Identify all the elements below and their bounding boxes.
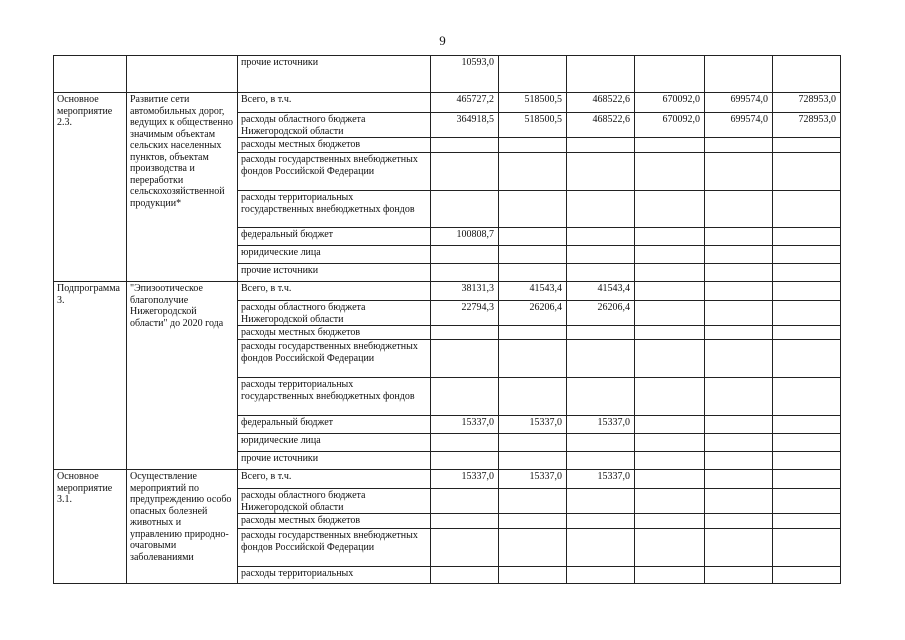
amount-cell	[431, 529, 499, 567]
funding-source-cell: Всего, в т.ч.	[238, 470, 431, 489]
funding-source-cell: юридические лица	[238, 434, 431, 452]
table-row	[54, 282, 841, 301]
funding-source-cell: расходы областного бюджета Нижегородской области	[238, 489, 431, 514]
amount-cell	[635, 489, 705, 514]
amount-cell	[635, 567, 705, 584]
funding-source-cell: расходы государственных внебюджетных фондов Российской Федерации	[238, 340, 431, 378]
amount-cell	[635, 191, 705, 228]
amount-cell	[499, 246, 567, 264]
amount-cell	[705, 246, 773, 264]
funding-source-cell: Всего, в т.ч.	[238, 282, 431, 301]
amount-cell: 728953,0	[773, 113, 841, 138]
amount-cell	[431, 489, 499, 514]
amount-cell: 699574,0	[705, 93, 773, 113]
funding-source-cell: расходы местных бюджетов	[238, 514, 431, 529]
amount-cell	[705, 191, 773, 228]
amount-cell	[635, 282, 705, 301]
funding-source-cell: федеральный бюджет	[238, 416, 431, 434]
amount-cell: 26206,4	[567, 301, 635, 326]
amount-cell	[773, 514, 841, 529]
amount-cell: 100808,7	[431, 228, 499, 246]
funding-source-cell: расходы территориальных государственных внебюджетных фондов	[238, 191, 431, 228]
amount-cell	[773, 264, 841, 282]
amount-cell	[567, 514, 635, 529]
amount-cell	[431, 326, 499, 340]
amount-cell	[773, 452, 841, 470]
funding-source-cell: прочие источники	[238, 264, 431, 282]
amount-cell	[705, 228, 773, 246]
amount-cell	[705, 153, 773, 191]
amount-cell	[499, 264, 567, 282]
table-row	[54, 56, 841, 93]
amount-cell	[635, 452, 705, 470]
amount-cell	[499, 489, 567, 514]
amount-cell	[635, 529, 705, 567]
amount-cell: 15337,0	[567, 416, 635, 434]
page-number: 9	[439, 33, 446, 48]
amount-cell: 465727,2	[431, 93, 499, 113]
funding-source-cell: расходы территориальных государственных внебюджетных фондов	[238, 378, 431, 416]
amount-cell	[773, 489, 841, 514]
amount-cell: 41543,4	[567, 282, 635, 301]
amount-cell	[431, 567, 499, 584]
amount-cell	[705, 434, 773, 452]
amount-cell	[705, 340, 773, 378]
amount-cell	[431, 340, 499, 378]
amount-cell	[773, 56, 841, 93]
amount-cell	[567, 529, 635, 567]
program-level-cell: Основное мероприятие 3.1.	[54, 470, 127, 584]
amount-cell	[705, 567, 773, 584]
amount-cell	[567, 246, 635, 264]
program-name-cell: "Эпизоотическое благополучие Нижегородской области" до 2020 года	[127, 282, 238, 470]
amount-cell	[635, 301, 705, 326]
amount-cell: 670092,0	[635, 93, 705, 113]
amount-cell	[499, 434, 567, 452]
amount-cell: 41543,4	[499, 282, 567, 301]
amount-cell	[567, 378, 635, 416]
program-level-cell: Подпрограмма 3.	[54, 282, 127, 470]
amount-cell: 22794,3	[431, 301, 499, 326]
amount-cell	[499, 56, 567, 93]
program-name-cell: Развитие сети автомобильных дорог, ведущих к общественно значимым объектам сельских населенных пунктов, объектам производства и переработки сельскохозяйственной продукции*	[127, 93, 238, 282]
funding-source-cell: расходы местных бюджетов	[238, 138, 431, 153]
amount-cell	[773, 153, 841, 191]
amount-cell	[499, 153, 567, 191]
funding-source-cell: Всего, в т.ч.	[238, 93, 431, 113]
amount-cell	[431, 452, 499, 470]
amount-cell	[635, 264, 705, 282]
amount-cell: 38131,3	[431, 282, 499, 301]
amount-cell: 728953,0	[773, 93, 841, 113]
funding-source-cell: расходы государственных внебюджетных фондов Российской Федерации	[238, 153, 431, 191]
amount-cell: 15337,0	[499, 416, 567, 434]
amount-cell: 15337,0	[431, 416, 499, 434]
amount-cell: 15337,0	[567, 470, 635, 489]
amount-cell	[773, 138, 841, 153]
program-level-cell: Основное мероприятие 2.3.	[54, 93, 127, 282]
amount-cell	[705, 529, 773, 567]
amount-cell	[567, 153, 635, 191]
amount-cell	[635, 228, 705, 246]
amount-cell	[499, 514, 567, 529]
amount-cell	[567, 434, 635, 452]
amount-cell: 670092,0	[635, 113, 705, 138]
amount-cell	[635, 138, 705, 153]
amount-cell	[635, 514, 705, 529]
amount-cell	[431, 514, 499, 529]
amount-cell	[773, 301, 841, 326]
amount-cell	[567, 191, 635, 228]
amount-cell	[499, 191, 567, 228]
amount-cell	[567, 452, 635, 470]
amount-cell	[499, 340, 567, 378]
amount-cell	[705, 514, 773, 529]
amount-cell: 364918,5	[431, 113, 499, 138]
funding-source-cell: расходы местных бюджетов	[238, 326, 431, 340]
amount-cell	[499, 378, 567, 416]
amount-cell	[567, 138, 635, 153]
funding-source-cell: федеральный бюджет	[238, 228, 431, 246]
amount-cell: 468522,6	[567, 113, 635, 138]
program-name-cell	[127, 56, 238, 93]
amount-cell	[567, 489, 635, 514]
table-row	[54, 470, 841, 489]
amount-cell	[499, 138, 567, 153]
amount-cell	[635, 340, 705, 378]
amount-cell	[705, 301, 773, 326]
amount-cell: 26206,4	[499, 301, 567, 326]
amount-cell	[773, 191, 841, 228]
amount-cell	[635, 153, 705, 191]
amount-cell	[431, 138, 499, 153]
amount-cell	[773, 434, 841, 452]
amount-cell	[635, 326, 705, 340]
amount-cell: 15337,0	[431, 470, 499, 489]
amount-cell	[635, 470, 705, 489]
amount-cell	[705, 326, 773, 340]
amount-cell	[773, 282, 841, 301]
amount-cell	[773, 246, 841, 264]
funding-source-cell: расходы областного бюджета Нижегородской области	[238, 301, 431, 326]
amount-cell	[431, 378, 499, 416]
program-name-cell: Осуществление мероприятий по предупреждению особо опасных болезней животных и управлению природно-очаговыми заболеваниями	[127, 470, 238, 584]
amount-cell: 15337,0	[499, 470, 567, 489]
amount-cell	[567, 264, 635, 282]
amount-cell	[705, 470, 773, 489]
amount-cell	[567, 326, 635, 340]
funding-source-cell: расходы областного бюджета Нижегородской области	[238, 113, 431, 138]
amount-cell	[773, 416, 841, 434]
amount-cell	[567, 228, 635, 246]
amount-cell	[773, 529, 841, 567]
amount-cell	[499, 529, 567, 567]
amount-cell: 518500,5	[499, 113, 567, 138]
amount-cell	[567, 567, 635, 584]
amount-cell: 10593,0	[431, 56, 499, 93]
program-level-cell	[54, 56, 127, 93]
amount-cell	[773, 470, 841, 489]
amount-cell	[635, 246, 705, 264]
amount-cell	[499, 228, 567, 246]
amount-cell	[773, 340, 841, 378]
amount-cell	[705, 282, 773, 301]
funding-source-cell: прочие источники	[238, 452, 431, 470]
budget-table	[53, 55, 841, 584]
amount-cell	[431, 434, 499, 452]
amount-cell	[705, 56, 773, 93]
amount-cell	[705, 378, 773, 416]
amount-cell	[499, 326, 567, 340]
funding-source-cell: расходы территориальных	[238, 567, 431, 584]
amount-cell	[431, 153, 499, 191]
amount-cell	[705, 264, 773, 282]
amount-cell	[635, 56, 705, 93]
amount-cell	[705, 416, 773, 434]
amount-cell	[635, 416, 705, 434]
table-row	[54, 93, 841, 113]
funding-source-cell: прочие источники	[238, 56, 431, 93]
amount-cell	[431, 191, 499, 228]
amount-cell	[705, 138, 773, 153]
amount-cell	[773, 228, 841, 246]
amount-cell	[705, 489, 773, 514]
amount-cell: 518500,5	[499, 93, 567, 113]
amount-cell	[499, 452, 567, 470]
funding-source-cell: юридические лица	[238, 246, 431, 264]
amount-cell	[705, 452, 773, 470]
amount-cell	[567, 340, 635, 378]
amount-cell: 699574,0	[705, 113, 773, 138]
amount-cell	[773, 326, 841, 340]
funding-source-cell: расходы государственных внебюджетных фондов Российской Федерации	[238, 529, 431, 567]
amount-cell	[635, 378, 705, 416]
amount-cell	[567, 56, 635, 93]
amount-cell	[773, 567, 841, 584]
amount-cell	[635, 434, 705, 452]
amount-cell	[431, 246, 499, 264]
amount-cell	[773, 378, 841, 416]
amount-cell: 468522,6	[567, 93, 635, 113]
amount-cell	[499, 567, 567, 584]
amount-cell	[431, 264, 499, 282]
